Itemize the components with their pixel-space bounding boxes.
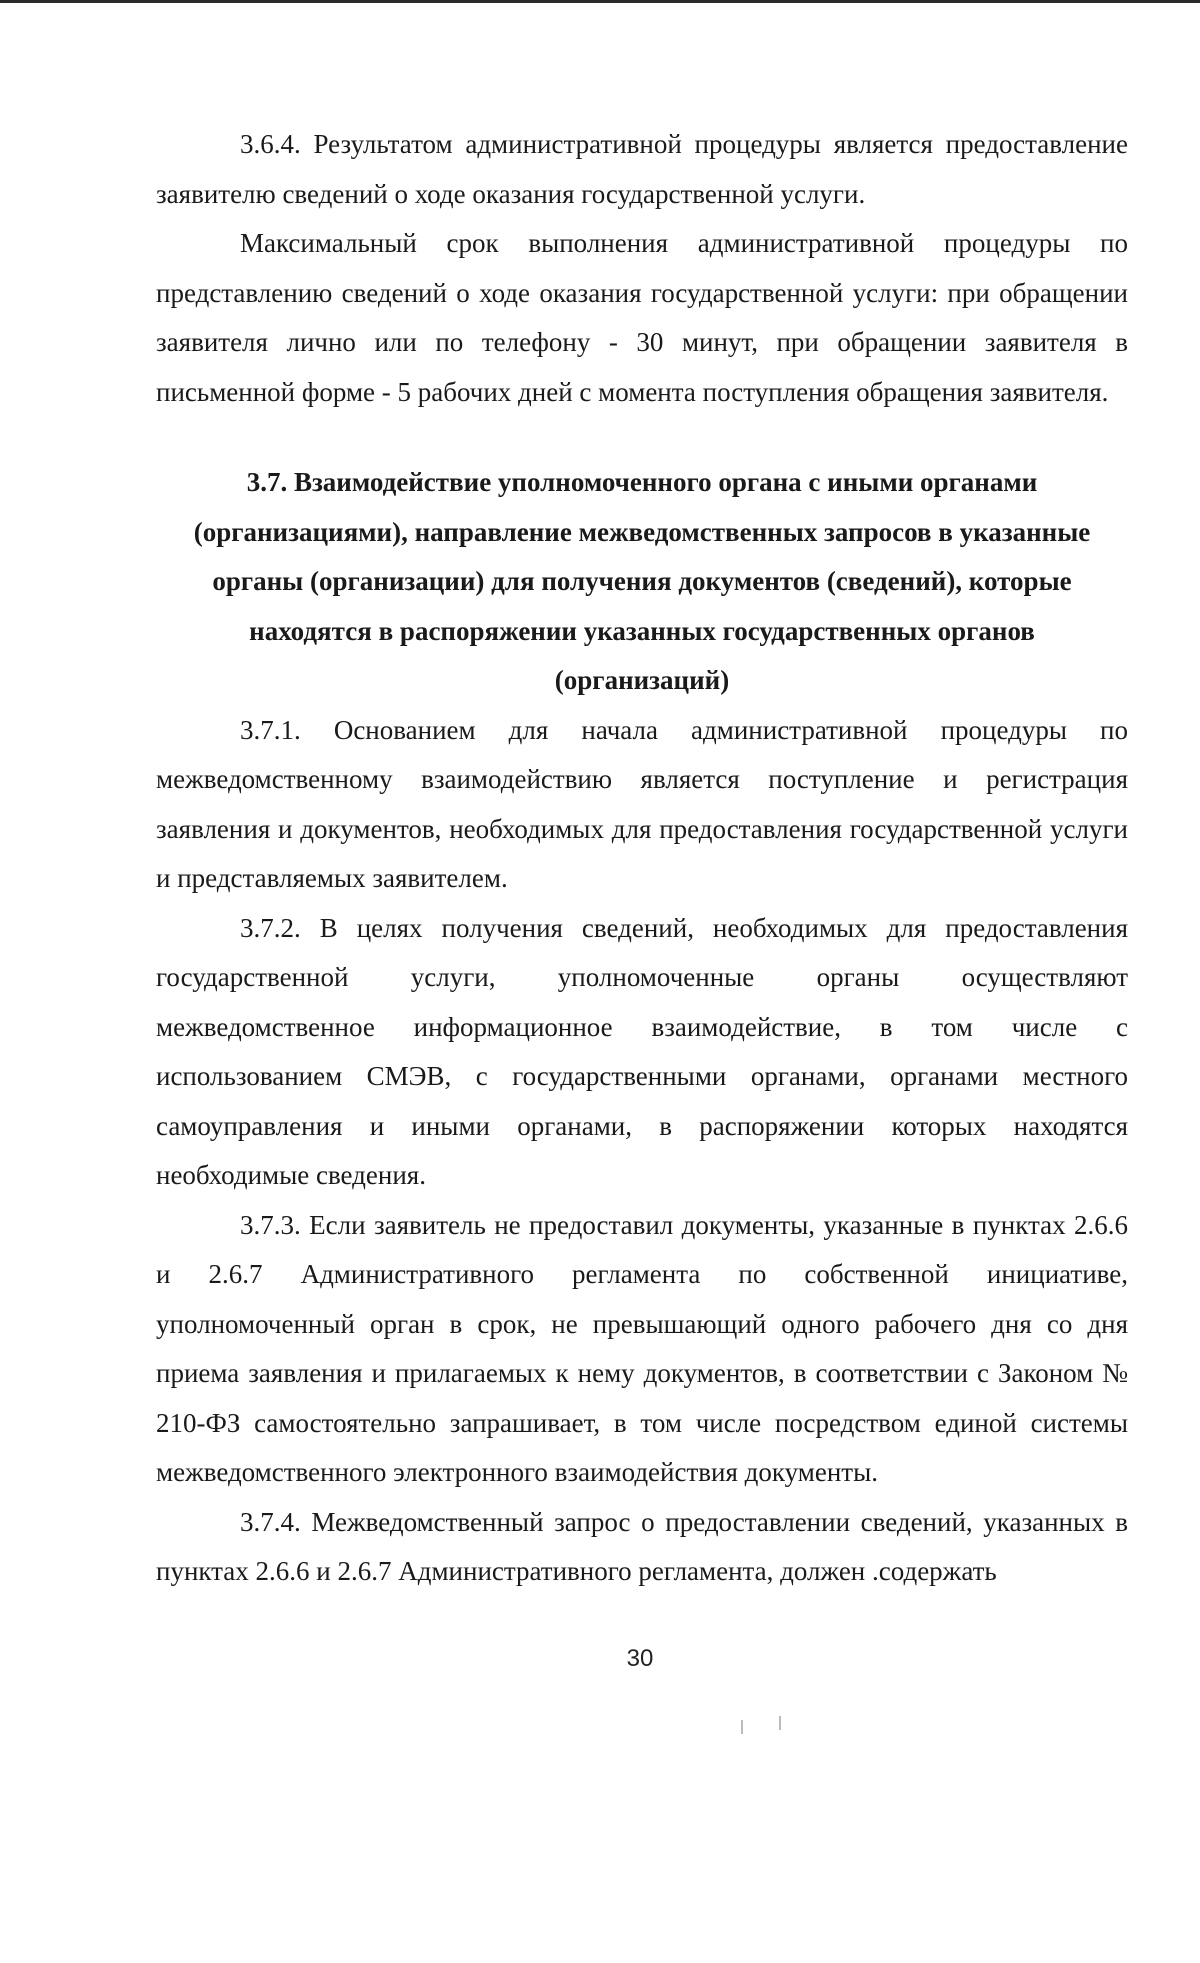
paragraph-3-7-4: 3.7.4. Межведомственный запрос о предоставлении сведений, указанных в пунктах 2.6.6 и 2.6.7 Административного регламента, должен .содержать — [156, 1506, 1128, 1586]
paragraph-3-7-2: 3.7.2. В целях получения сведений, необходимых для предоставления государственной услуги, уполномоченные органы осуществляют межведомственное информационное взаимодействие, в том числе с использованием СМЭВ, с государственными органами, органами местного самоуправления и иными органами, в распоряжении которых находятся необходимые сведения. — [156, 912, 1128, 1190]
paragraph-3-7-1: 3.7.1. Основанием для начала административной процедуры по межведомственному взаимодействию является поступление и регистрация заявления и документов, необходимых для предоставления государственной услуги и представляемых заявителем. — [156, 714, 1128, 893]
document-page — [156, 120, 1128, 1597]
section-heading-3-7: 3.7. Взаимодействие уполномоченного органа с иными органами (организациями), направление межведомственных запросов в указанные органы (организации) для получения документов (сведений), которые находятся в распоряжении указанных государственных органов (организаций) — [193, 467, 1091, 695]
scan-artifact-mark — [741, 1720, 743, 1734]
paragraph-max-term: Максимальный срок выполнения административной процедуры по представлению сведений о ходе оказания государственной услуги: при обращении заявителя лично или по телефону - 30 минут, при обращении заявителя в письменной форме - 5 рабочих дней с момента поступления обращения заявителя. — [156, 228, 1128, 407]
scan-artifact-mark — [779, 1716, 781, 1730]
paragraph-3-7-3: 3.7.3. Если заявитель не предоставил документы, указанные в пунктах 2.6.6 и 2.6.7 Административного регламента по собственной инициативе, уполномоченный орган в срок, не превышающий одного рабочего дня со дня приема заявления и прилагаемых к нему документов, в соответствии с Законом № 210-ФЗ самостоятельно запрашивает, в том числе посредством единой системы межведомственного электронного взаимодействия документы. — [156, 1209, 1128, 1487]
paragraph-3-6-4: 3.6.4. Результатом административной процедуры является предоставление заявителю сведений о ходе оказания государственной услуги. — [156, 129, 1128, 209]
page-number: 30 — [626, 1645, 654, 1672]
scan-top-edge — [0, 0, 1200, 3]
